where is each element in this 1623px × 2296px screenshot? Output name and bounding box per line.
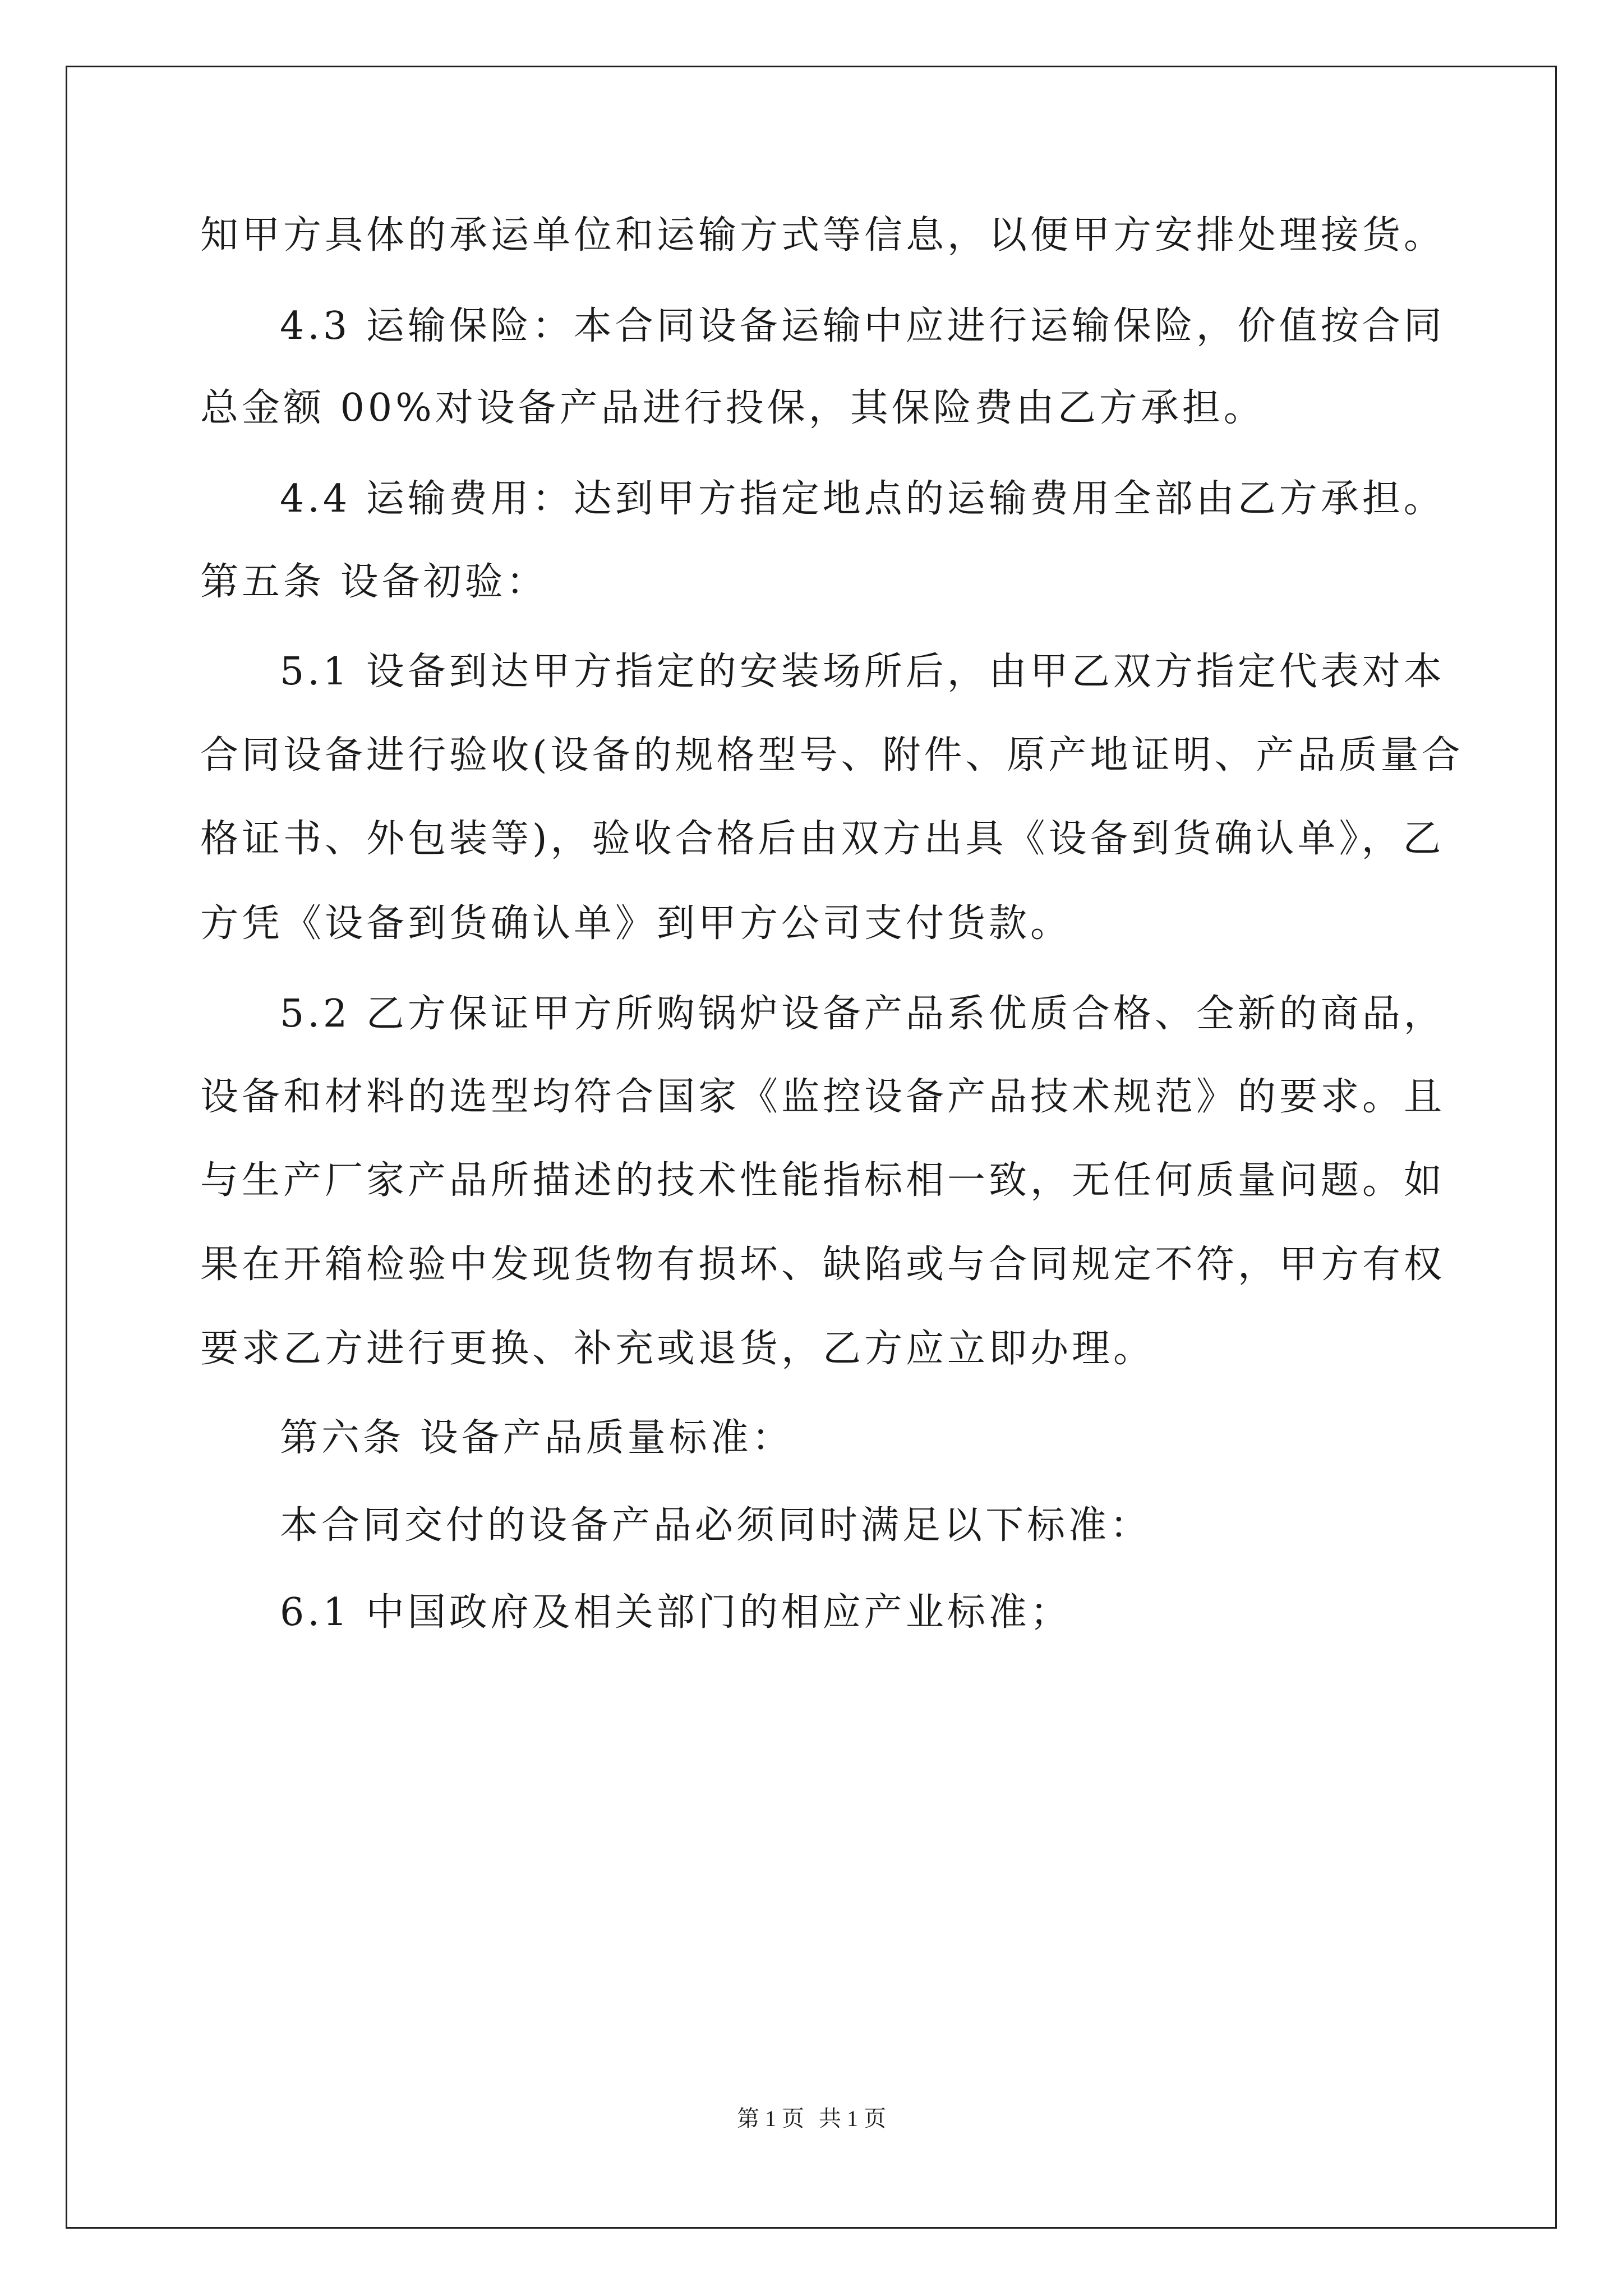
section-heading: 第六条 设备产品质量标准： [280, 1416, 794, 1460]
text-line: 与生产厂家产品所描述的技术性能指标相一致，无任何质量问题。如 [200, 1158, 1446, 1203]
text-line: 合同设备进行验收(设备的规格型号、附件、原产地证明、产品质量合 [200, 733, 1464, 777]
text-line: 格证书、外包装等)，验收合格后由双方出具《设备到货确认单》，乙 [200, 817, 1445, 861]
page-number: 第 1 页 [737, 2106, 804, 2131]
text-line: 方凭《设备到货确认单》到甲方公司支付货款。 [200, 901, 1072, 946]
text-line: 6.1 中国政府及相关部门的相应产业标准； [280, 1590, 1072, 1635]
text-line: 设备和材料的选型均符合国家《监控设备产品技术规范》的要求。且 [200, 1075, 1446, 1119]
text-line: 本合同交付的设备产品必须同时满足以下标准： [280, 1503, 1152, 1548]
text-line: 总金额 00%对设备产品进行投保，其保险费由乙方承担。 [200, 386, 1265, 430]
text-line: 果在开箱检验中发现货物有损坏、缺陷或与合同规定不符，甲方有权 [200, 1243, 1446, 1287]
text-line: 5.2 乙方保证甲方所购锅炉设备产品系优质合格、全新的商品， [280, 992, 1445, 1036]
text-line: 4.3 运输保险：本合同设备运输中应进行运输保险，价值按合同 [280, 304, 1445, 348]
section-heading: 第五条 设备初验： [200, 560, 548, 604]
text-line: 知甲方具体的承运单位和运输方式等信息，以便甲方安排处理接货。 [200, 213, 1446, 257]
page-footer [0, 2105, 1623, 2133]
text-line: 要求乙方进行更换、补充或退货，乙方应立即办理。 [200, 1327, 1155, 1371]
text-line: 4.4 运输费用：达到甲方指定地点的运输费用全部由乙方承担。 [280, 477, 1445, 521]
text-line: 5.1 设备到达甲方指定的安装场所后，由甲乙双方指定代表对本 [280, 650, 1445, 694]
page-total: 共 1 页 [819, 2106, 886, 2131]
